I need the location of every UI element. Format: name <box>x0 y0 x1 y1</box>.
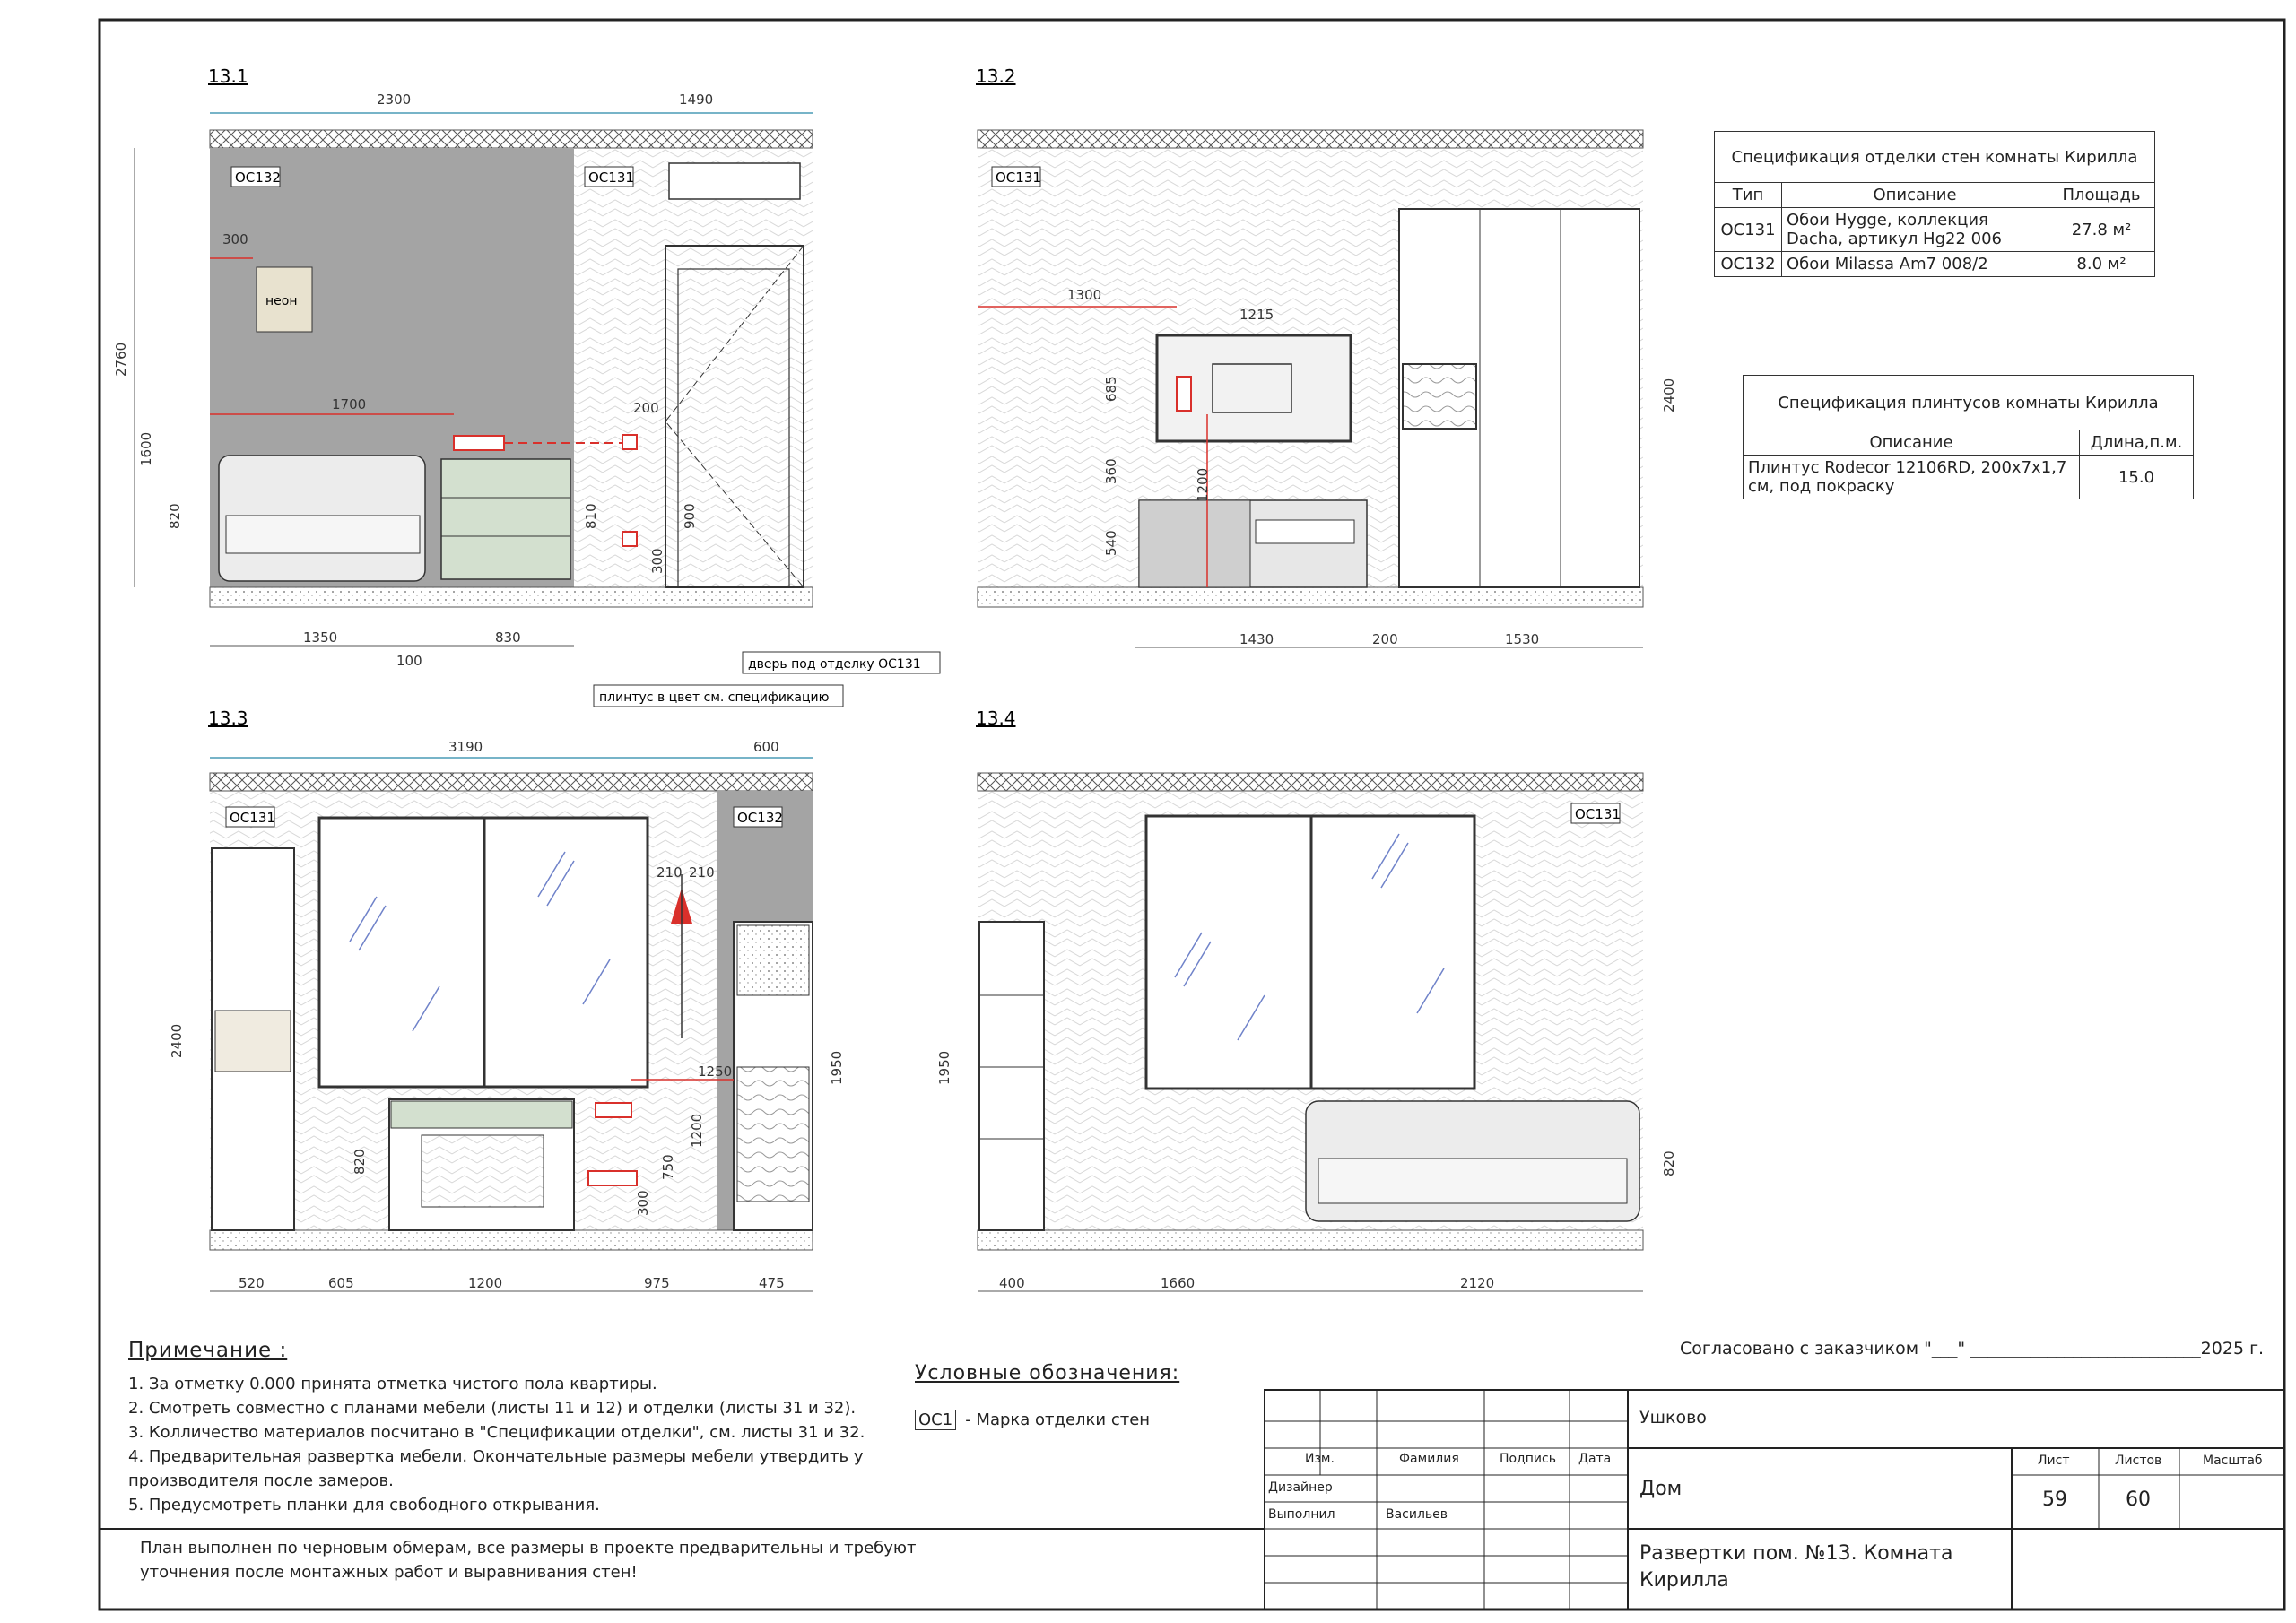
dim-1300: 1300 <box>1067 287 1102 303</box>
dim-210b: 210 <box>689 864 715 881</box>
tb-col-data: Дата <box>1578 1452 1612 1466</box>
spec-walls-header-area: Площадь <box>2048 183 2155 208</box>
dim-bottom-3: 1200 <box>468 1275 503 1291</box>
view-13-1 <box>113 65 940 707</box>
air-conditioner <box>669 163 800 199</box>
legend-mark: ОС1 <box>915 1410 956 1430</box>
note-item: 4. Предварительная развертка мебели. Окончательные размеры мебели утвердить у производителя после замеров. <box>128 1447 864 1490</box>
note-item: 3. Колличество материалов посчитано в "Спецификации отделки", см. листы 31 и 32. <box>128 1423 865 1442</box>
dim-1600: 1600 <box>138 431 154 466</box>
tb-executor-name: Васильев <box>1386 1507 1448 1522</box>
dim-900: 900 <box>682 503 698 529</box>
tb-lists-label: Листов <box>2115 1454 2162 1468</box>
socket-block-upper <box>596 1103 631 1117</box>
tb-col-familiya: Фамилия <box>1399 1452 1459 1466</box>
tb-col-izm: Изм. <box>1305 1452 1335 1466</box>
dim-1950: 1950 <box>829 1050 845 1085</box>
spec-walls-row-desc: Обои Milassa Am7 008/2 <box>1782 252 2048 277</box>
dim-bottom-1: 400 <box>999 1275 1025 1291</box>
dim-bottom-5: 475 <box>759 1275 785 1291</box>
callout-plinth: плинтус в цвет см. спецификацию <box>599 690 830 705</box>
socket-block <box>454 436 504 450</box>
dim-bottom-3: 100 <box>396 653 422 669</box>
tb-sheet-title: Развертки пом. №13. Комната Кирилла <box>1639 1542 1953 1592</box>
spec-plinth-row-length: 15.0 <box>2080 456 2194 499</box>
dim-bottom-1: 520 <box>239 1275 265 1291</box>
dim-200: 200 <box>633 400 659 416</box>
dim-2400: 2400 <box>1661 378 1677 412</box>
dim-top-2: 1490 <box>679 91 714 108</box>
tb-list: 59 <box>2042 1488 2067 1511</box>
socket-block-lower <box>588 1171 637 1185</box>
bookcase <box>979 922 1044 1230</box>
spec-walls-row-desc: Обои Hygge, коллекция Dacha, артикул Hg22 006 <box>1782 208 2048 252</box>
approval-line: Согласовано с заказчиком "___" ___________________________2025 г. <box>1680 1339 2265 1358</box>
notes-block <box>128 1339 900 1517</box>
view-label: 13.1 <box>208 65 248 87</box>
dim-1200: 1200 <box>1195 467 1211 502</box>
note-item: 1. За отметку 0.000 принята отметка чистого пола квартиры. <box>128 1375 657 1393</box>
legend-text: - Марка отделки стен <box>965 1410 1151 1429</box>
ceiling-band <box>978 773 1643 791</box>
floor-slab <box>978 1230 1643 1250</box>
callout-door: дверь под отделку ОС131 <box>748 657 921 672</box>
tb-place: Ушково <box>1639 1408 1707 1428</box>
legend-row <box>915 1410 1179 1430</box>
note-item: 2. Смотреть совместно с планами мебели (листы 11 и 12) и отделки (листы 31 и 32). <box>128 1399 857 1418</box>
dim-bottom-2: 830 <box>495 629 521 646</box>
dim-top-2: 600 <box>753 739 779 755</box>
floor-slab <box>210 1230 813 1250</box>
socket-block <box>1177 377 1191 411</box>
spec-plinth-title: Спецификация плинтусов комнаты Кирилла <box>1744 376 2194 430</box>
dim-210a: 210 <box>657 864 683 881</box>
dim-360: 360 <box>1103 458 1119 484</box>
tb-object: Дом <box>1639 1478 1683 1500</box>
spec-walls-table <box>1714 131 2155 277</box>
dim-300: 300 <box>222 231 248 247</box>
dim-685: 685 <box>1103 376 1119 402</box>
chest-of-drawers <box>441 459 570 579</box>
tb-col-podpis: Подпись <box>1500 1452 1556 1466</box>
ceiling-band <box>978 130 1643 148</box>
dim-height: 2760 <box>113 342 129 377</box>
dim-820: 820 <box>1661 1150 1677 1176</box>
tb-list-label: Лист <box>2038 1454 2070 1468</box>
dim-bottom-3: 2120 <box>1460 1275 1495 1291</box>
legend-block <box>915 1362 1179 1430</box>
tb-lists: 60 <box>2126 1488 2151 1511</box>
dim-810: 810 <box>583 503 599 529</box>
dim-bottom-3: 1530 <box>1505 631 1540 647</box>
spec-plinth-row-desc: Плинтус Rodecor 12106RD, 200x7x1,7 см, под покраску <box>1744 456 2080 499</box>
dim-300: 300 <box>635 1190 651 1216</box>
spec-plinth-header-length: Длина,п.м. <box>2080 430 2194 456</box>
dim-bottom-2: 1660 <box>1161 1275 1196 1291</box>
view-label: 13.2 <box>976 65 1016 87</box>
view-label: 13.3 <box>208 707 248 729</box>
dim-300b: 300 <box>649 548 665 574</box>
mark-oc132: ОС132 <box>235 169 281 186</box>
dim-bottom-2: 605 <box>328 1275 354 1291</box>
mark-oc131: ОС131 <box>588 169 634 186</box>
spec-walls-row-area: 8.0 м² <box>2048 252 2155 277</box>
notes-title: Примечание : <box>128 1339 288 1362</box>
mark-oc132: ОС132 <box>737 810 783 826</box>
socket-low <box>622 532 637 546</box>
dim-1700: 1700 <box>332 396 367 412</box>
spec-walls-row-type: ОС131 <box>1715 208 1782 252</box>
dim-bottom-1: 1350 <box>303 629 338 646</box>
dim-540: 540 <box>1103 530 1119 556</box>
dim-1200: 1200 <box>689 1113 705 1148</box>
view-13-3 <box>169 707 845 1291</box>
dim-820: 820 <box>167 503 183 529</box>
tb-role-designer: Дизайнер <box>1268 1480 1333 1495</box>
view-13-2 <box>976 65 1677 647</box>
dim-2400: 2400 <box>169 1023 185 1058</box>
floor-slab <box>210 587 813 607</box>
dim-top-1: 3190 <box>448 739 483 755</box>
mark-oc131: ОС131 <box>1575 806 1621 822</box>
ceiling-band <box>210 130 813 148</box>
spec-walls-row-area: 27.8 м² <box>2048 208 2155 252</box>
mark-oc131: ОС131 <box>230 810 275 826</box>
dim-1215: 1215 <box>1239 307 1274 323</box>
spec-walls-header-type: Тип <box>1715 183 1782 208</box>
dim-bottom-4: 975 <box>644 1275 670 1291</box>
dim-1250: 1250 <box>698 1063 733 1080</box>
dim-bottom-2: 200 <box>1372 631 1398 647</box>
ceiling-band <box>210 773 813 791</box>
dim-1950: 1950 <box>936 1050 952 1085</box>
note-item: 5. Предусмотреть планки для свободного открывания. <box>128 1496 600 1515</box>
dim-top-1: 2300 <box>377 91 412 108</box>
spec-walls-row-type: ОС132 <box>1715 252 1782 277</box>
spec-plinth-header-desc: Описание <box>1744 430 2080 456</box>
spec-walls-title: Спецификация отделки стен комнаты Кирилла <box>1715 132 2155 183</box>
spec-plinth-table <box>1743 375 2194 499</box>
dim-750: 750 <box>660 1154 676 1180</box>
floor-slab <box>978 587 1643 607</box>
radiator <box>422 1135 544 1207</box>
mark-oc131: ОС131 <box>996 169 1041 186</box>
view-13-4 <box>936 707 1677 1291</box>
spec-walls-header-desc: Описание <box>1782 183 2048 208</box>
tb-scale-label: Масштаб <box>2203 1454 2263 1468</box>
legend-title: Условные обозначения: <box>915 1362 1180 1384</box>
dim-bottom-1: 1430 <box>1239 631 1274 647</box>
footnote: План выполнен по черновым обмерам, все размеры в проекте предварительны и требуют уточнения после монтажных работ и выравнивания стен! <box>140 1539 917 1582</box>
neon-label: неон <box>265 294 298 308</box>
switch <box>622 435 637 449</box>
tb-role-executor: Выполнил <box>1268 1507 1335 1522</box>
view-label: 13.4 <box>976 707 1016 729</box>
dim-820: 820 <box>352 1149 368 1175</box>
